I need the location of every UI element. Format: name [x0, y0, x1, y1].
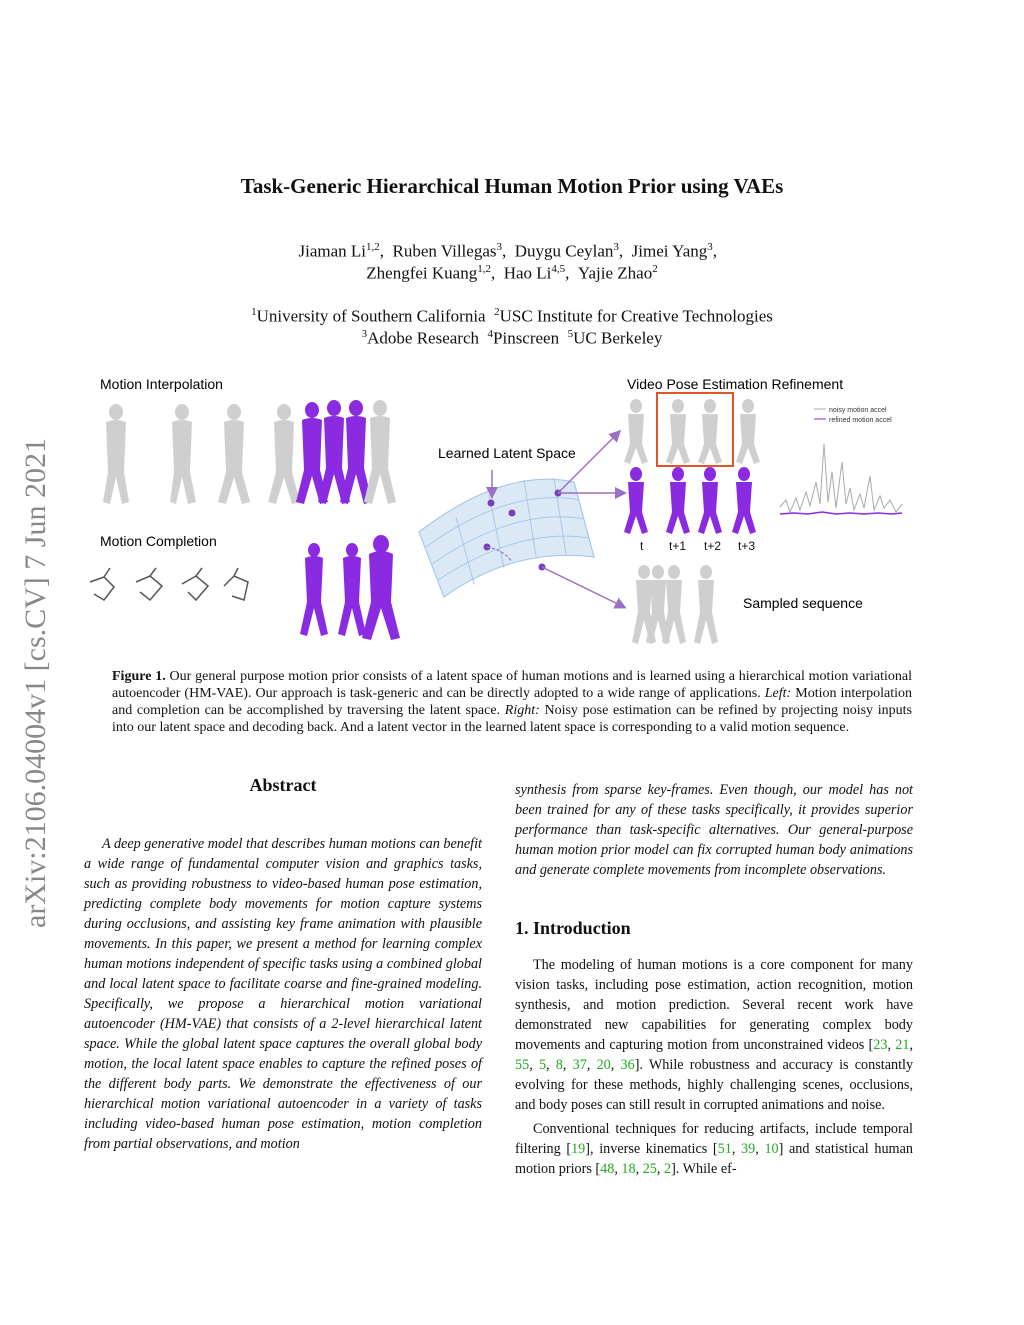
author-affiliation-marker: 2: [652, 263, 658, 275]
fig-label-latent: Learned Latent Space: [438, 445, 576, 461]
citation-link[interactable]: 37: [572, 1057, 587, 1073]
arxiv-stamp: [5, 370, 59, 930]
interp-purple-figures: [296, 400, 372, 504]
author-name: Jimei Yang: [631, 241, 708, 261]
affiliation-name: Pinscreen: [493, 328, 560, 348]
interp-figures: [103, 404, 300, 504]
sampled-figures: [632, 565, 718, 644]
citation-link[interactable]: 18: [621, 1161, 636, 1177]
refined-accel-line: [780, 512, 902, 514]
fig-label-interp: Motion Interpolation: [100, 376, 223, 392]
fig-label-completion: Motion Completion: [100, 533, 217, 549]
caption-text-b: Motion interpolation and completion can be accomplished by traversing the latent space.: [112, 686, 913, 718]
time-label-t1: t+1: [669, 539, 687, 553]
figure-1: [84, 372, 924, 657]
affiliations-line-2: [0, 323, 1024, 350]
noisy-accel-line: [780, 444, 902, 512]
time-label-t: t: [640, 539, 644, 553]
fig-label-video: Video Pose Estimation Refinement: [627, 376, 844, 392]
citation-link[interactable]: 2: [663, 1161, 672, 1177]
affiliation-marker: 1: [251, 306, 257, 318]
author-affiliation-marker: 1,2: [366, 241, 380, 253]
author-name: Ruben Villegas: [392, 241, 497, 261]
author-name: Duygu Ceylan: [514, 241, 614, 261]
intro-heading: 1. Introduction: [515, 918, 631, 938]
citation-link[interactable]: 5: [538, 1057, 547, 1073]
affiliation-name: Adobe Research: [367, 328, 480, 348]
legend-refined: refined motion accel: [829, 417, 892, 424]
affiliation-name: UC Berkeley: [573, 328, 663, 348]
citation-link[interactable]: 19: [571, 1141, 586, 1157]
author-name: Jiaman Li: [298, 241, 367, 261]
citation-link[interactable]: 8: [555, 1057, 563, 1073]
author-name: Hao Li: [503, 263, 552, 283]
citation-link[interactable]: 55: [515, 1057, 530, 1073]
intro-paragraph-1: The modeling of human motions is a core component for many vision tasks, including pose estimation, action recognition, motion synthesis, and motion prediction. Several recent work have demonstrated new capabilities for generating complex body movements and capturing motion from unconstrained videos [23, 21, 55, 5, 8, 37, 20, 36]. While robustness and accuracy is constantly evolving for these methods, highly challenging scenes, occlusions, and body poses can still result in corrupted animations and noise.: [515, 957, 914, 1113]
video-gray-figures: [624, 399, 760, 464]
authors-line-1: Jiaman Li$^{1,2}$, Ruben Villegas$^3$, Duygu Ceylan$^3$, Jimei Yang$^3$,: [298, 241, 726, 261]
affiliation-name: University of Southern California: [256, 306, 486, 326]
paper-title: Task-Generic Hierarchical Human Motion Prior using VAEs: [240, 174, 784, 198]
video-purple-figures: [624, 467, 756, 534]
completion-sketches: [90, 568, 248, 600]
citation-link[interactable]: 23: [873, 1037, 888, 1053]
legend-noisy: noisy motion accel: [829, 407, 887, 414]
citation-link[interactable]: 36: [620, 1057, 635, 1073]
citation-link[interactable]: 21: [895, 1037, 910, 1053]
author-affiliation-marker: 3: [707, 241, 713, 253]
affiliation-marker: 3: [361, 328, 368, 340]
caption-left-label: Left:: [764, 686, 792, 701]
arxiv-stamp-text: arXiv:2106.04004v1 [cs.CV] 7 Jun 2021: [19, 438, 52, 928]
author-name: Zhengfei Kuang: [366, 263, 478, 283]
affiliation-marker: 4: [487, 328, 494, 340]
citation-link[interactable]: 10: [764, 1141, 779, 1157]
author-affiliation-marker: 3: [496, 241, 502, 253]
intro-paragraph-2: Conventional techniques for reducing artifacts, include temporal filtering [19], inverse kinematics [51, 39, 10] and statistical human motion priors [48, 18, 25, 2]. While ef-: [515, 1121, 913, 1177]
abstract-heading: Abstract: [249, 775, 317, 795]
fig-label-sampled: Sampled sequence: [743, 595, 863, 611]
caption-text-c: Noisy pose estimation can be refined by projecting noisy inputs into our latent space and decoding back. And a latent vector in the learned latent space is corresponding to a valid motion sequence.: [112, 703, 912, 735]
affiliation-name: USC Institute for Creative Technologies: [499, 306, 773, 326]
caption-text-a: Our general purpose motion prior consists of a latent space of human motions and is learned using a hierarchical motion variational autoencoder (HM-VAE). Our approach is task-generic and can be directly adopted to a wide range of applications.: [112, 669, 913, 701]
caption-label: Figure 1.: [112, 669, 166, 684]
affiliation-marker: 2: [494, 306, 500, 318]
citation-link[interactable]: 39: [741, 1141, 756, 1157]
author-affiliation-marker: 4,5: [551, 263, 566, 275]
accel-plot: [780, 407, 902, 514]
citation-link[interactable]: 25: [642, 1161, 657, 1177]
abstract-continuation: synthesis from sparse key-frames. Even though, our model has not been trained for any of these tasks specifically, it provides superior performance than task-specific alternatives. Our general-purpose human motion prior model can fix corrupted human body animations and generate complete movements from incomplete observations.: [515, 782, 913, 878]
abstract-text: A deep generative model that describes human motions can benefit a wide range of fundamental computer vision and graphics tasks, such as providing robustness to video-based human pose estimation, predicting complete body movements for motion capture systems during occlusions, and assisting key frame animation with plausible movements. In this paper, we present a method for learning complex human motions independent of specific tasks using a combined global and local latent space to facilitate coarse and fine-grained modeling. Specifically, we propose a hierarchical motion variational autoencoder (HM-VAE) that consists of a 2-level hierarchical latent space. While the global latent space captures the overall global body motion, the local latent space enables to capture the refined poses of the different body parts. We demonstrate the effectiveness of our hierarchical motion variational autoencoder in a variety of tasks including video-based human pose estimation, motion completion from partial observations, and motion: [84, 836, 482, 1152]
abstract-body: [84, 834, 482, 1154]
time-label-t2: t+2: [704, 539, 722, 553]
author-affiliation-marker: 1,2: [477, 263, 491, 275]
affiliation-marker: 5: [567, 328, 574, 340]
citation-link[interactable]: 48: [600, 1161, 615, 1177]
author-affiliation-marker: 3: [613, 241, 619, 253]
author-name: Yajie Zhao: [577, 263, 653, 283]
figure-caption: [112, 668, 912, 736]
intro-body: [515, 955, 913, 1183]
caption-right-label: Right:: [504, 703, 540, 718]
time-labels: [640, 539, 755, 553]
time-label-t3: t+3: [738, 539, 756, 553]
citation-link[interactable]: 20: [596, 1057, 611, 1073]
citation-link[interactable]: 51: [717, 1141, 732, 1157]
authors-line-2: Zhengfei Kuang$^{1,2}$, Hao Li$^{4,5}$, Yajie Zhao$^2$: [366, 263, 658, 283]
completion-figures: [300, 535, 400, 640]
